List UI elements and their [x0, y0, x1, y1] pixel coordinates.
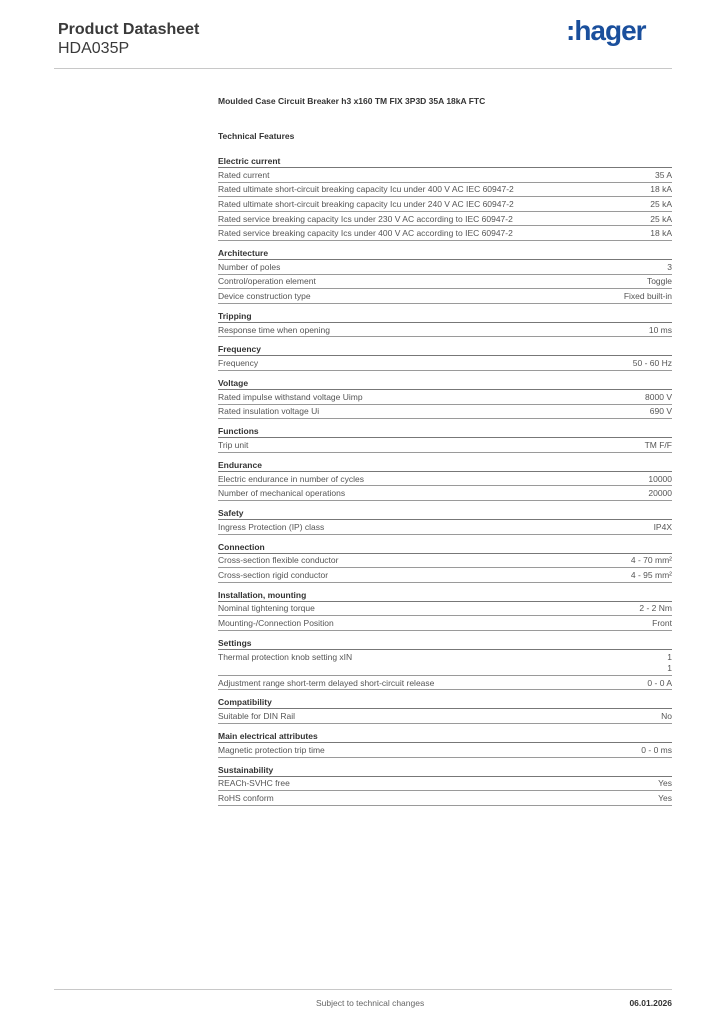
section-title: Endurance	[218, 460, 672, 472]
feature-value: 8000 V	[645, 391, 672, 402]
feature-value: 2 - 2 Nm	[639, 603, 672, 614]
feature-sections	[218, 156, 672, 813]
feature-value: 3	[667, 261, 672, 272]
hager-logo: :hager	[566, 15, 646, 46]
feature-row	[218, 709, 672, 724]
feature-label: Ingress Protection (IP) class	[218, 521, 325, 532]
product-name: Moulded Case Circuit Breaker h3 x160 TM FIX 3P3D 35A 18kA FTC	[218, 96, 486, 106]
feature-label: Suitable for DIN Rail	[218, 711, 296, 722]
feature-row	[218, 226, 672, 241]
feature-section	[218, 311, 672, 338]
feature-row	[218, 616, 672, 631]
feature-label: Nominal tightening torque	[218, 603, 315, 614]
section-title: Safety	[218, 508, 672, 520]
feature-row	[218, 777, 672, 792]
feature-row	[218, 676, 672, 691]
section-title: Main electrical attributes	[218, 731, 672, 743]
feature-row	[218, 520, 672, 535]
feature-value: 4 - 95 mm²	[630, 569, 672, 580]
feature-value: IP4X	[653, 521, 672, 532]
feature-row	[218, 602, 672, 617]
feature-label: Rated ultimate short-circuit breaking capacity Icu under 240 V AC IEC 60947-2	[218, 198, 514, 209]
feature-value: 10 ms	[648, 324, 672, 335]
feature-value: Toggle	[646, 276, 672, 287]
feature-row	[218, 212, 672, 227]
feature-row	[218, 568, 672, 583]
feature-section	[218, 344, 672, 371]
feature-label: Rated service breaking capacity Ics under 400 V AC according to IEC 60947-2	[218, 228, 513, 239]
feature-section	[218, 542, 672, 583]
feature-value: Yes	[658, 778, 672, 789]
feature-value: 25 kA	[650, 213, 672, 224]
feature-row	[218, 650, 672, 676]
feature-row	[218, 168, 672, 183]
section-title: Functions	[218, 426, 672, 438]
feature-label: Adjustment range short-term delayed short-circuit release	[218, 677, 435, 688]
feature-section	[218, 765, 672, 806]
feature-label: Rated current	[218, 169, 270, 180]
feature-label: Rated insulation voltage Ui	[218, 406, 320, 417]
section-title: Sustainability	[218, 765, 672, 777]
feature-row	[218, 197, 672, 212]
feature-section	[218, 731, 672, 758]
doc-title: Product Datasheet	[58, 21, 200, 38]
feature-label: Rated service breaking capacity Ics under 230 V AC according to IEC 60947-2	[218, 213, 513, 224]
section-title: Architecture	[218, 248, 672, 260]
technical-features-heading: Technical Features	[218, 131, 295, 141]
feature-label: Trip unit	[218, 439, 249, 450]
feature-label: Response time when opening	[218, 324, 330, 335]
footer-note: Subject to technical changes	[316, 998, 425, 1008]
feature-section	[218, 590, 672, 631]
section-title: Tripping	[218, 311, 672, 323]
feature-label: Cross-section flexible conductor	[218, 555, 339, 566]
feature-section	[218, 156, 672, 241]
feature-section	[218, 248, 672, 304]
feature-label: Control/operation element	[218, 276, 316, 287]
feature-row	[218, 791, 672, 806]
feature-row	[218, 260, 672, 275]
footer-date: 06.01.2026	[629, 998, 672, 1008]
feature-label: Rated impulse withstand voltage Uimp	[218, 391, 363, 402]
feature-row	[218, 486, 672, 501]
feature-row	[218, 275, 672, 290]
feature-row	[218, 405, 672, 420]
feature-section	[218, 638, 672, 691]
feature-section	[218, 378, 672, 419]
feature-value: 4 - 70 mm²	[630, 555, 672, 566]
feature-value: Front	[652, 618, 672, 629]
feature-label: REACh-SVHC free	[218, 778, 290, 789]
header-divider	[54, 68, 672, 69]
section-title: Compatibility	[218, 697, 672, 709]
feature-label: Rated ultimate short-circuit breaking capacity Icu under 400 V AC IEC 60947-2	[218, 184, 514, 195]
section-title: Electric current	[218, 156, 672, 168]
feature-value: 10000	[648, 473, 672, 484]
feature-row	[218, 743, 672, 758]
feature-section	[218, 508, 672, 535]
feature-value: 0 - 0 A	[647, 677, 672, 688]
feature-value: 35 A	[654, 169, 672, 180]
feature-row	[218, 390, 672, 405]
section-title: Frequency	[218, 344, 672, 356]
feature-label: Number of mechanical operations	[218, 488, 346, 499]
feature-section	[218, 460, 672, 501]
feature-section	[218, 697, 672, 724]
feature-value: 18 kA	[650, 228, 672, 239]
feature-label: RoHS conform	[218, 793, 274, 804]
feature-value: Fixed built-in	[623, 290, 672, 301]
feature-row	[218, 438, 672, 453]
feature-value: 20000	[648, 488, 672, 499]
footer-divider	[54, 989, 672, 990]
feature-label: Device construction type	[218, 290, 311, 301]
feature-label: Cross-section rigid conductor	[218, 569, 329, 580]
feature-label: Number of poles	[218, 261, 281, 272]
feature-value: 1 1	[667, 651, 672, 673]
feature-row	[218, 183, 672, 198]
feature-value: No	[661, 711, 672, 722]
section-title: Connection	[218, 542, 672, 554]
feature-label: Thermal protection knob setting xIN	[218, 651, 353, 662]
feature-label: Frequency	[218, 358, 259, 369]
product-code: HDA035P	[58, 40, 130, 57]
section-title: Settings	[218, 638, 672, 650]
feature-label: Electric endurance in number of cycles	[218, 473, 364, 484]
feature-value: 50 - 60 Hz	[632, 358, 672, 369]
feature-value: Yes	[658, 793, 672, 804]
feature-row	[218, 554, 672, 569]
section-title: Voltage	[218, 378, 672, 390]
feature-value: 25 kA	[650, 198, 672, 209]
feature-value: 690 V	[649, 406, 672, 417]
feature-value: 18 kA	[650, 184, 672, 195]
feature-value: 0 - 0 ms	[641, 744, 672, 755]
section-title: Installation, mounting	[218, 590, 672, 602]
feature-label: Magnetic protection trip time	[218, 744, 325, 755]
feature-row	[218, 289, 672, 304]
feature-row	[218, 472, 672, 487]
feature-row	[218, 356, 672, 371]
feature-section	[218, 426, 672, 453]
feature-value: TM F/F	[644, 439, 672, 450]
feature-label: Mounting-/Connection Position	[218, 618, 334, 629]
feature-row	[218, 323, 672, 338]
